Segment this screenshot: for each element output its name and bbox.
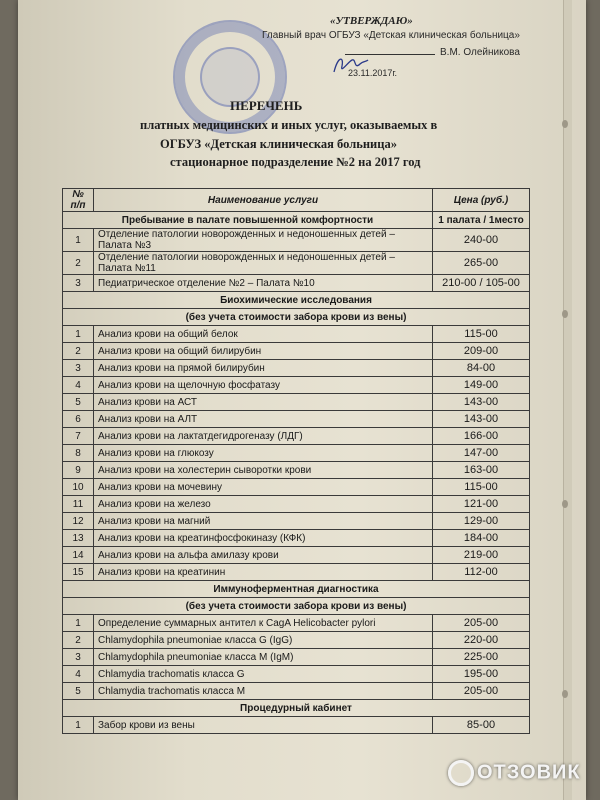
row-number: 2 <box>63 632 94 649</box>
document-subtitle-line3: стационарное подразделение №2 на 2017 год <box>170 155 421 169</box>
row-price: 184-00 <box>433 530 530 547</box>
row-number: 7 <box>63 428 94 445</box>
row-price: 205-00 <box>433 683 530 700</box>
row-service-name: Отделение патологии новорожденных и недоношенных детей – Палата №3 <box>94 229 433 252</box>
row-price: 84-00 <box>433 360 530 377</box>
document-subtitle-line1: платных медицинских и иных услуг, оказываемых в <box>140 118 438 132</box>
row-number: 5 <box>63 394 94 411</box>
section-row-immunoassay <box>63 581 530 598</box>
row-service-name: Анализ крови на общий белок <box>94 326 433 343</box>
table-row <box>63 717 530 734</box>
row-number: 1 <box>63 229 94 252</box>
row-price: 85-00 <box>433 717 530 734</box>
row-service-name: Анализ крови на холестерин сыворотки крови <box>94 462 433 479</box>
table-row <box>63 666 530 683</box>
row-service-name: Отделение патологии новорожденных и недоношенных детей – Палата №11 <box>94 252 433 275</box>
row-price: 209-00 <box>433 343 530 360</box>
section-title: Пребывание в палате повышенной комфортности <box>63 212 433 229</box>
row-price: 147-00 <box>433 445 530 462</box>
row-price: 143-00 <box>433 394 530 411</box>
row-price: 143-00 <box>433 411 530 428</box>
binder-hole <box>562 120 568 128</box>
row-price: 219-00 <box>433 547 530 564</box>
row-price: 210-00 / 105-00 <box>433 275 530 292</box>
otzovik-watermark <box>448 760 581 786</box>
row-price: 225-00 <box>433 649 530 666</box>
row-price: 240-00 <box>433 229 530 252</box>
section-row-biochemistry <box>63 292 530 309</box>
table-row <box>63 496 530 513</box>
approval-date: 23.11.2017г. <box>348 68 398 78</box>
row-price: 149-00 <box>433 377 530 394</box>
row-price: 166-00 <box>433 428 530 445</box>
table-row <box>63 513 530 530</box>
section-price-note: 1 палата / 1место <box>433 212 530 229</box>
header-price: Цена (руб.) <box>433 189 530 212</box>
row-service-name: Анализ крови на АСТ <box>94 394 433 411</box>
row-number: 4 <box>63 377 94 394</box>
row-number: 10 <box>63 479 94 496</box>
table-row <box>63 343 530 360</box>
price-table <box>62 188 530 734</box>
header-service-name: Наименование услуги <box>94 189 433 212</box>
row-service-name: Анализ крови на мочевину <box>94 479 433 496</box>
row-service-name: Анализ крови на лактатдегидрогеназу (ЛДГ) <box>94 428 433 445</box>
row-number: 6 <box>63 411 94 428</box>
table-row <box>63 615 530 632</box>
binder-hole <box>562 500 568 508</box>
section-title: Иммуноферментная диагностика <box>63 581 530 598</box>
row-number: 12 <box>63 513 94 530</box>
table-row <box>63 649 530 666</box>
row-service-name: Анализ крови на креатинин <box>94 564 433 581</box>
section-note: (без учета стоимости забора крови из вены) <box>63 309 530 326</box>
chief-doctor-line: Главный врач ОГБУЗ «Детская клиническая больница» <box>262 30 520 41</box>
table-row <box>63 411 530 428</box>
table-header-row <box>63 189 530 212</box>
row-number: 1 <box>63 717 94 734</box>
section-note: (без учета стоимости забора крови из вены) <box>63 598 530 615</box>
binder-hole <box>562 310 568 318</box>
row-service-name: Chlamydophila pneumoniae класса G (IgG) <box>94 632 433 649</box>
table-row <box>63 462 530 479</box>
row-number: 9 <box>63 462 94 479</box>
row-number: 4 <box>63 666 94 683</box>
row-number: 3 <box>63 275 94 292</box>
table-row <box>63 445 530 462</box>
table-row <box>63 229 530 252</box>
binder-hole <box>562 690 568 698</box>
row-number: 2 <box>63 252 94 275</box>
row-service-name: Chlamydophila pneumoniae класса M (IgM) <box>94 649 433 666</box>
row-service-name: Анализ крови на общий билирубин <box>94 343 433 360</box>
row-price: 205-00 <box>433 615 530 632</box>
row-number: 15 <box>63 564 94 581</box>
row-number: 14 <box>63 547 94 564</box>
row-number: 1 <box>63 326 94 343</box>
row-price: 163-00 <box>433 462 530 479</box>
table-row <box>63 428 530 445</box>
signer-name: В.М. Олейникова <box>440 47 520 58</box>
row-number: 1 <box>63 615 94 632</box>
row-price: 112-00 <box>433 564 530 581</box>
table-row <box>63 360 530 377</box>
row-service-name: Анализ крови на прямой билирубин <box>94 360 433 377</box>
row-price: 115-00 <box>433 479 530 496</box>
row-service-name: Chlamydia trachomatis класса G <box>94 666 433 683</box>
table-row <box>63 326 530 343</box>
otzovik-logo-icon <box>448 760 474 786</box>
row-service-name: Анализ крови на железо <box>94 496 433 513</box>
row-number: 13 <box>63 530 94 547</box>
table-row <box>63 530 530 547</box>
row-number: 8 <box>63 445 94 462</box>
row-number: 3 <box>63 360 94 377</box>
section-note-row <box>63 309 530 326</box>
row-price: 220-00 <box>433 632 530 649</box>
section-row-procedure-room <box>63 700 530 717</box>
table-row <box>63 252 530 275</box>
row-price: 115-00 <box>433 326 530 343</box>
table-row <box>63 564 530 581</box>
row-service-name: Забор крови из вены <box>94 717 433 734</box>
row-service-name: Педиатрическое отделение №2 – Палата №10 <box>94 275 433 292</box>
row-service-name: Анализ крови на щелочную фосфатазу <box>94 377 433 394</box>
row-service-name: Анализ крови на альфа амилазу крови <box>94 547 433 564</box>
row-service-name: Анализ крови на АЛТ <box>94 411 433 428</box>
watermark-text: ОТЗОВИК <box>477 761 581 784</box>
document-title: ПЕРЕЧЕНЬ <box>230 98 303 113</box>
row-number: 2 <box>63 343 94 360</box>
row-service-name: Анализ крови на глюкозу <box>94 445 433 462</box>
row-price: 129-00 <box>433 513 530 530</box>
table-row <box>63 547 530 564</box>
row-service-name: Анализ крови на креатинфосфокиназу (КФК) <box>94 530 433 547</box>
row-price: 121-00 <box>433 496 530 513</box>
row-number: 11 <box>63 496 94 513</box>
section-note-row <box>63 598 530 615</box>
approve-label: «УТВЕРЖДАЮ» <box>330 15 413 27</box>
table-row <box>63 683 530 700</box>
table-row <box>63 479 530 496</box>
table-row <box>63 632 530 649</box>
row-price: 195-00 <box>433 666 530 683</box>
table-row <box>63 275 530 292</box>
row-price: 265-00 <box>433 252 530 275</box>
section-title: Процедурный кабинет <box>63 700 530 717</box>
document-subtitle-line2: ОГБУЗ «Детская клиническая больница» <box>160 137 397 151</box>
row-service-name: Определение суммарных антител к CagA Helicobacter pylori <box>94 615 433 632</box>
section-row-comfort-ward <box>63 212 530 229</box>
sheet-protector-edge <box>563 0 572 800</box>
row-number: 3 <box>63 649 94 666</box>
header-number: № п/п <box>63 189 94 212</box>
row-service-name: Chlamydia trachomatis класса M <box>94 683 433 700</box>
section-title: Биохимические исследования <box>63 292 530 309</box>
row-number: 5 <box>63 683 94 700</box>
table-row <box>63 377 530 394</box>
row-service-name: Анализ крови на магний <box>94 513 433 530</box>
table-row <box>63 394 530 411</box>
